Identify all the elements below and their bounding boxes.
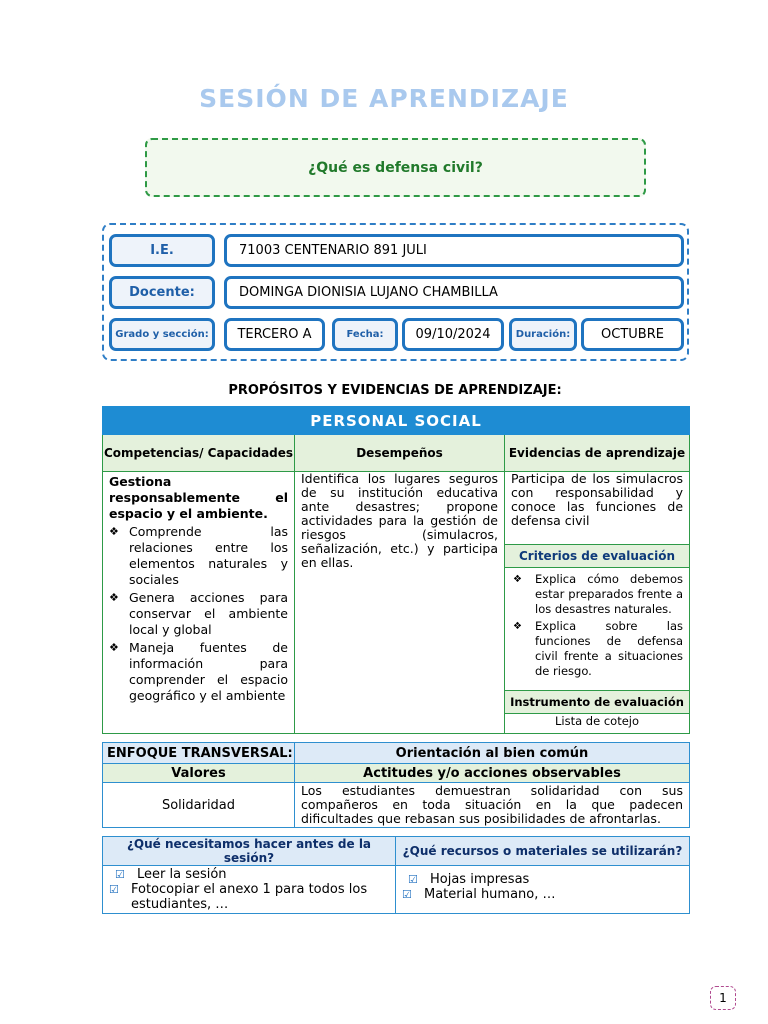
- diamond-bullet-icon: ❖: [109, 641, 119, 654]
- preparation-table: [102, 836, 690, 914]
- checkbox-bullet-icon: ☑: [408, 873, 418, 886]
- diamond-bullet-icon: ❖: [109, 591, 119, 604]
- enfoque-table: [102, 742, 690, 828]
- grado-value: TERCERO A: [224, 318, 325, 351]
- antes-item: ☑ Leer la sesión: [115, 867, 227, 882]
- grado-label: Grado y sección:: [109, 318, 215, 351]
- antes-cell: [103, 866, 396, 914]
- ie-value: 71003 CENTENARIO 891 JULI: [224, 234, 684, 267]
- desempenos-header: Desempeños: [295, 435, 505, 472]
- docente-label: Docente:: [109, 276, 215, 309]
- criterio-item: ❖ Explica cómo debemos estar preparados frente a los desastres naturales.: [513, 572, 684, 616]
- instrumento-value: Lista de cotejo: [555, 714, 640, 728]
- checkbox-bullet-icon: ☑: [109, 883, 119, 896]
- evidencias-header: Evidencias de aprendizaje: [505, 435, 690, 472]
- competencia-lead-1: Gestiona responsablemente el: [109, 474, 288, 505]
- enfoque-value: Orientación al bien común: [295, 743, 690, 764]
- diamond-bullet-icon: ❖: [513, 621, 522, 632]
- enfoque-label: ENFOQUE TRANSVERSAL:: [103, 743, 295, 764]
- evidencia-text: Participa de los simulacros con responsabilidad y conoce las funciones de defensa civil: [511, 471, 684, 528]
- purposes-table: [102, 406, 690, 734]
- valor-cell: Solidaridad: [103, 783, 295, 828]
- actitudes-header: Actitudes y/o acciones observables: [295, 764, 690, 783]
- competencias-header: Competencias/ Capacidades: [103, 435, 295, 472]
- session-topic: [145, 138, 646, 197]
- recurso-item: ☑ Material humano, …: [402, 887, 556, 902]
- fecha-label: Fecha:: [332, 318, 398, 351]
- recursos-header: ¿Qué recursos o materiales se utilizarán?: [396, 837, 690, 866]
- checkbox-bullet-icon: ☑: [402, 888, 412, 901]
- checkbox-bullet-icon: ☑: [115, 868, 125, 881]
- criterios-list: [505, 568, 689, 690]
- recurso-item: ☑ Hojas impresas: [408, 872, 530, 887]
- antes-item: ☑ Fotocopiar el anexo 1 para todos los estudiantes, …: [109, 882, 368, 912]
- competencia-lead-2: espacio y el ambiente.: [109, 506, 268, 521]
- page-number: 1: [710, 986, 736, 1010]
- valores-header: Valores: [103, 764, 295, 783]
- area-banner: PERSONAL SOCIAL: [103, 407, 690, 435]
- fecha-value: 09/10/2024: [402, 318, 504, 351]
- actitud-cell: Los estudiantes demuestran solidaridad con sus compañeros en toda situación en la que padecen dificultades que rebasan sus posibilidades de afrontarlas.: [295, 783, 690, 828]
- instrumento-header: Instrumento de evaluación: [505, 690, 689, 714]
- diamond-bullet-icon: ❖: [109, 525, 119, 538]
- duracion-value: OCTUBRE: [581, 318, 684, 351]
- antes-header: ¿Qué necesitamos hacer antes de la sesión?: [103, 837, 396, 866]
- docente-value: DOMINGA DIONISIA LUJANO CHAMBILLA: [224, 276, 684, 309]
- criterios-header: Criterios de evaluación: [505, 544, 689, 568]
- desempeno-cell: Identifica los lugares seguros de su institución educativa ante desastres; propone actividades para la gestión de riesgos (simulacros, señalización, etc.) y participa en ellas.: [295, 472, 505, 734]
- session-topic-text: ¿Qué es defensa civil?: [308, 159, 483, 176]
- recursos-cell: [396, 866, 690, 914]
- capacidad-item: ❖ Comprende las relaciones entre los elementos naturales y sociales: [109, 524, 288, 587]
- criterio-item: ❖ Explica sobre las funciones de defensa civil frente a situaciones de riesgo.: [513, 619, 684, 678]
- ie-label: I.E.: [109, 234, 215, 267]
- purposes-title: PROPÓSITOS Y EVIDENCIAS DE APRENDIZAJE:: [228, 383, 562, 398]
- page-title: SESIÓN DE APRENDIZAJE: [199, 84, 569, 113]
- capacidad-item: ❖ Genera acciones para conservar el ambiente local y global: [109, 590, 288, 637]
- competencias-cell: [103, 472, 295, 734]
- diamond-bullet-icon: ❖: [513, 574, 522, 585]
- duracion-label: Duración:: [509, 318, 577, 351]
- session-info-panel: [102, 223, 689, 361]
- evidencias-cell: [505, 472, 690, 734]
- capacidad-item: ❖ Maneja fuentes de información para comprender el espacio geográfico y el ambiente: [109, 640, 288, 703]
